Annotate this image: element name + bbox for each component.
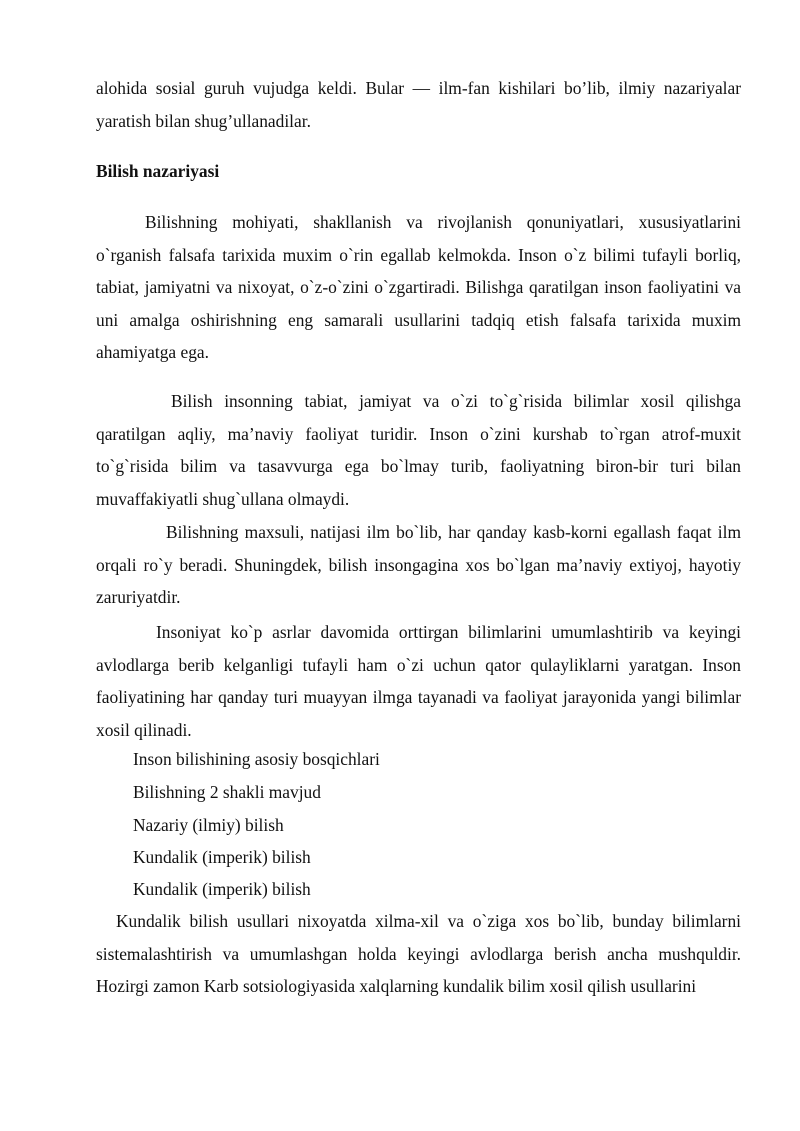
- paragraph-2: Bilish insonning tabiat, jamiyat va o`zi to`g`risida bilimlar xosil qilishga qaratilgan aqliy, ma’naviy faoliyat turidir. Inson o`zini kurshab to`rgan atrof-muxit to`g`risida bilim va tasavvurga ega bo`lmay turib, faoliyatning biron-bir turi bilan muvaffakiyatli shug`ullana olmaydi.: [96, 391, 741, 509]
- list-item: Kundalik (imperik) bilish: [133, 847, 311, 867]
- paragraph-intro: alohida sosial guruh vujudga keldi. Bular — ilm-fan kishilari bo’lib, ilmiy nazariyalar yaratish bilan shug’ullanadilar.: [96, 78, 741, 131]
- paragraph-3: Bilishning maxsuli, natijasi ilm bo`lib, har qanday kasb-korni egallash faqat ilm orqali ro`y beradi. Shuningdek, bilish insongagina xos bo`lgan ma’naviy extiyoj, hayotiy zaruriyatdir.: [96, 522, 741, 607]
- section-heading: Bilish nazariyasi: [96, 161, 220, 181]
- paragraph-5: Kundalik bilish usullari nixoyatda xilma-xil va o`ziga xos bo`lib, bunday bilimlarni sistemalashtirish va umumlashgan holda keyingi avlodlarga berish ancha mushquldir. Hozirgi zamon Karb sotsiologiyasida xalqlarning kundalik bilim xosil qilish usullarini: [96, 911, 741, 996]
- list-item: Kundalik (imperik) bilish: [133, 879, 311, 899]
- paragraph-4: Insoniyat ko`p asrlar davomida orttirgan bilimlarini umumlashtirib va keyingi avlodlarga berib kelganligi tufayli ham o`zi uchun qator qulayliklarni yaratgan. Inson faoliyatining har qanday turi muayyan ilmga tayanadi va faoliyat jarayonida yangi bilimlar xosil qilinadi.: [96, 622, 741, 740]
- list-item: Nazariy (ilmiy) bilish: [133, 815, 284, 835]
- list-item: Inson bilishining asosiy bosqichlari: [133, 749, 380, 769]
- list-item: Bilishning 2 shakli mavjud: [133, 782, 321, 802]
- paragraph-1: Bilishning mohiyati, shakllanish va rivojlanish qonuniyatlari, xususiyatlarini o`rganish falsafa tarixida muxim o`rin egallab kelmokda. Inson o`z bilimi tufayli borliq, tabiat, jamiyatni va nixoyat, o`z-o`zini o`zgartiradi. Bilishga qaratilgan inson faoliyatini va uni amalga oshirishning eng samarali usullarini tadqiq etish falsafa tarixida muxim ahamiyatga ega.: [96, 212, 741, 362]
